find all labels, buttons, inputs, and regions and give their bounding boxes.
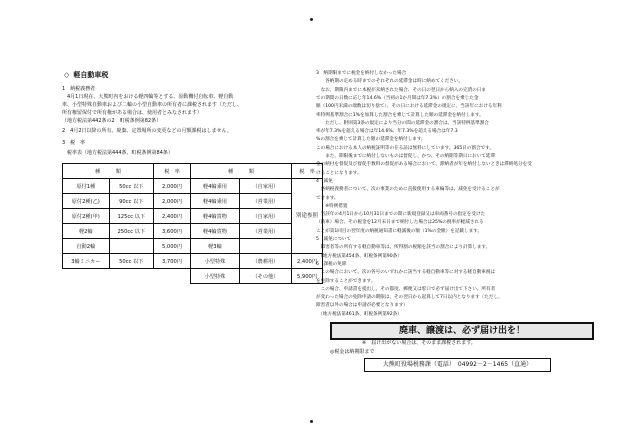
table-cell: （農耕用） [239,254,291,269]
tax-rate-table [62,163,323,284]
table-cell: 2,000円 [154,194,191,209]
table-cell: 125cc 以下 [109,209,153,224]
table-row [63,224,323,239]
right-text-line: での期間の日数に応じ年14.6%（当初の1か月間は年7.3%）の割合を乗じた金 [316,95,479,101]
table-cell: 軽4輪乗用 [191,179,240,194]
table-row [63,269,323,284]
taxpayer-line-3: 所有権留保付で所有権がある場合は、使用者とみなされます） [62,110,203,116]
table-cell: 250cc 以下 [109,224,153,239]
table-cell [109,239,153,254]
table-cell: 50cc 以下 [109,179,153,194]
table-cell: （営業用） [239,224,291,239]
right-text-line: （地方税法第461条、町税条例第92条） [316,311,402,317]
right-text-line: 各納税義務者について、次の事業のために直接使用する車輪等は、減免を受けることが [316,187,500,193]
right-text-line: 各納期の定める時までのそれぞれの延滞金は時に納めてください。 [316,79,464,85]
notice-banner: 廃車、譲渡は、必ず届け出を！ [330,322,594,340]
right-text-line: 3 納期限までに税金を納付しなかった場合 [316,71,407,76]
right-text-line: ※特例措置 [316,203,348,209]
right-text-line: この場合における本人の納税証明等の在る証は無料にしています。365日の割合です。 [316,145,495,151]
right-text-line: 当該年の4月1日から10月31日までの間に新規登録又は車両番号の指定を受けた [316,212,486,218]
right-text-line: 率が年7.3%を超える場合は年14.6%、年7.3%を超える場合は年7.3 [316,129,458,135]
right-text-line: できます。 [316,195,339,201]
contact-heading: ◎税金は納期限まで [330,349,375,355]
table-cell [239,239,291,254]
table-cell: 2,400円 [292,254,323,269]
table-cell: 軽2輪 [63,224,110,239]
table-row [63,179,323,194]
table-cell: 小型特殊 [191,254,240,269]
taxpayer-line-1: 4月1日現在、大熊町内をおける軽四輪等とする、原動機付自転車、軽自動 [62,94,234,100]
binder-hole-icon [310,18,313,21]
right-text-line: ことが第1回目の翌年度の納税通知書に軽減後の額（1%の金額）を記載します。 [316,228,483,234]
banner-note: ※ 届け出がない場合は、そのまま課税されます。 [362,340,476,346]
right-text-line: 障害者等の所有する軽自動車等は、所得割の税額を該当の割合により計算します。 [316,245,491,251]
right-text-line: %の割合を乗じて計算した額の延滞金を納付します。 [316,137,426,143]
table-header: 税 率 [154,164,191,179]
merged-tax-cell: 別途参照 [292,179,323,254]
tax-rate-heading: 3 税 率 [62,140,86,146]
right-text-line: 額（100円未満の端数は切り捨て）、その日における延滞金の規定に、当該年における年利 [316,104,502,110]
right-text-line: 5 減免について [316,237,351,242]
table-cell: 原付2種(甲) [63,209,110,224]
table-row [63,239,323,254]
taxpayer-line-2: 車、小型特殊自動車および二輪の小型自動車の所有者に課税されます（ただし、 [62,102,243,108]
table-cell: 3,700円 [154,254,191,269]
right-text-line: なお、期限内までに本税が未納された場合、その日の翌日から納入の完済の日ま [316,87,486,93]
right-text-line: 4 減免 [316,178,333,184]
section-title-text: 軽自動車税 [73,71,109,79]
tax-rate-table-caption: 税率表（地方税法第444条、町税条例第84条） [62,150,173,156]
right-text-line: が変わった場合の免除申請の期限は、その翌日から起算して7日以内となります（ただし、 [316,295,503,301]
right-text-line: （地方税法第454条、町税条例第90条） [316,253,402,259]
right-text-line: また、期限後までに納付しないものは督促し、かつ、その納期等期日において延滞 [316,154,495,159]
table-header: 税 率 [292,164,323,179]
right-text-line: この場合、申請書を提出し、その都度、郵便又は窓口で必ず届け出て下さい。所有者 [316,286,496,292]
table-row [63,194,323,209]
table-cell: 5,000円 [154,239,191,254]
table-header: 種 類 [63,164,154,179]
table-cell: 原付1種 [63,179,110,194]
table-cell: 2,400円 [154,209,191,224]
table-cell: （自家用） [239,209,291,224]
table-cell: （営業用） [239,194,291,209]
empty-cell [63,269,191,284]
right-text-line: 6 課税の免除 [316,261,347,267]
table-cell: 小型特殊 [191,269,240,284]
table-cell: 軽4輪貨物 [191,209,240,224]
binder-hole-icon [310,420,313,423]
table-cell: （自家用） [239,179,291,194]
right-text-line: 障害者以外の場合は申請が必要となります） [316,303,408,309]
table-cell: 3,600円 [154,224,191,239]
right-text-line: 率特例基準割合に1%を加算した割合を乗じて計算した額の延滞金を納付します。 [316,112,484,118]
table-cell: （その他） [239,269,291,284]
table-cell: 原付2種(乙) [63,194,110,209]
right-text-line: を免除することができます。 [316,278,376,284]
diamond-bullet-icon: ◇ [64,71,70,79]
right-text-line: （新車）場合、その税金を12月末日まで納付した場合は25%の税率が軽減される [316,220,484,226]
table-cell: 90cc 以下 [109,194,153,209]
taxpayer-heading: 1 納税義務者 [62,86,96,92]
right-text-line: けることになります。 [316,170,362,176]
table-cell: 50cc 以下 [109,254,153,269]
right-text-line: この場合において、次の各号のいずれかに該当する軽自動車等に対する軽自動車税は [316,270,496,276]
table-row [63,209,323,224]
table-cell: 軽4輪貨物 [191,224,240,239]
section-title [64,70,108,80]
contact-box: 大熊町役場税務課（電話） 04992－2－1465（直通） [364,358,551,372]
right-text-line: 金の納付を督促及び督促手数料の督促がある場合において、滞納者が年を納付しないときは滞納処分を受 [316,162,532,168]
table-cell: 5,900円 [292,269,323,284]
table-cell: 軽4輪乗用 [191,194,240,209]
table-row [63,254,323,269]
table-cell: 自動2輪 [63,239,110,254]
table-header-row [63,164,323,179]
table-cell: 軽3輪 [191,239,240,254]
table-cell: 3輪ミニカー [63,254,110,269]
table-cell: 2,000円 [154,179,191,194]
table-header: 種 類 [191,164,292,179]
right-text-line: ただし、附則第3条の規定により当分の間の延滞金の割合は、当該特例基準割合 [316,120,489,126]
taxpayer-line-4: （地方税法第442条の2 町税条例第82条） [62,118,162,124]
no-monthly-tax-note: 2 4月2日以降の所有、廃棄、定置場所の変更などの月額課税はしません。 [62,128,232,134]
